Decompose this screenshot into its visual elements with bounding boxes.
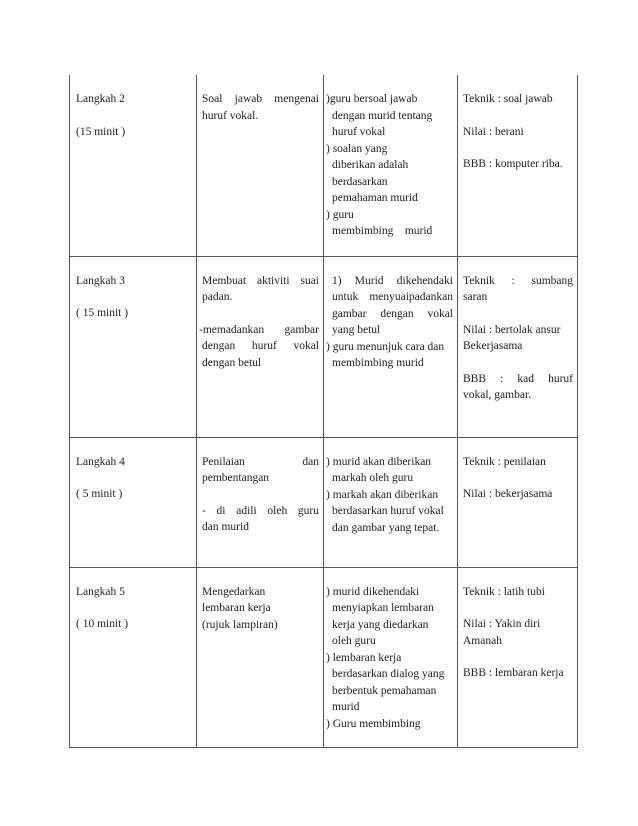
notes-line: Nilai : bekerjasama — [463, 488, 553, 500]
content-cell — [324, 75, 458, 256]
step-label: Langkah 3 — [76, 274, 125, 287]
activity-line: huruf vokal. — [202, 109, 259, 122]
table-row — [70, 437, 578, 567]
step-cell — [70, 75, 197, 256]
notes-line: Nilai : berani — [463, 125, 524, 138]
notes-line: BBB : komputer riba. — [463, 158, 563, 170]
activity-cell — [197, 567, 324, 747]
content-line: ) Guru membimbing — [326, 717, 421, 730]
table-row — [70, 75, 578, 256]
content-line: ) guru — [326, 208, 354, 221]
content-line: yang betul — [332, 324, 381, 336]
notes-cell — [458, 75, 578, 256]
activity-line: - di adili oleh guru — [202, 504, 319, 517]
content-line: dan gambar yang tepat. — [332, 521, 440, 534]
step-duration: ( 15 minit ) — [76, 307, 129, 319]
content-line: ) murid dikehendaki — [326, 585, 420, 598]
content-line: menyiapkan lembaran — [332, 602, 434, 614]
activity-cell — [197, 256, 324, 437]
notes-line: BBB : lembaran kerja — [463, 667, 564, 679]
content-line: murid — [332, 701, 360, 713]
notes-cell — [458, 437, 578, 567]
notes-line: Teknik : sumbang — [463, 274, 573, 287]
step-duration: ( 10 minit ) — [76, 618, 129, 630]
notes-line: Bekerjasama — [463, 340, 523, 352]
step-label: Langkah 4 — [76, 455, 125, 468]
content-line: berdasarkan — [332, 175, 388, 188]
table-row — [70, 256, 578, 437]
content-line: berbentuk pemahaman — [332, 684, 437, 697]
content-line: kerja yang diedarkan — [332, 618, 429, 631]
content-line: markah oleh guru — [332, 472, 414, 484]
content-line: huruf vokal — [332, 126, 386, 138]
activity-cell — [197, 75, 324, 256]
activity-line: pembentangan — [202, 472, 270, 484]
content-line: ) lembaran kerja — [326, 651, 402, 664]
content-line: 1) Murid dikehendaki — [332, 274, 453, 287]
step-cell — [70, 256, 197, 437]
notes-line: BBB : kad huruf — [463, 372, 573, 385]
activity-line: Mengedarkan — [202, 585, 266, 598]
notes-line: Nilai : Yakin diri — [463, 618, 541, 630]
content-cell — [324, 567, 458, 747]
notes-cell — [458, 567, 578, 747]
notes-line: saran — [463, 291, 488, 303]
table-row — [70, 567, 578, 747]
content-line: pemahaman murid — [332, 192, 418, 204]
content-line: membimbing murid — [332, 225, 433, 237]
step-label: Langkah 2 — [76, 93, 125, 105]
content-line: berdasarkan huruf vokal — [332, 505, 444, 517]
content-cell — [324, 256, 458, 437]
content-line: oleh guru — [332, 635, 376, 647]
content-line: membimbing murid — [332, 357, 424, 369]
activity-line: Membuat aktiviti suai — [202, 274, 319, 287]
activity-cell — [197, 437, 324, 567]
notes-line: Nilai : bertolak ansur — [463, 323, 561, 336]
activity-line: Soal jawab mengenai — [202, 93, 319, 105]
activity-line: padan. — [202, 291, 233, 303]
content-line: dengan murid tentang — [332, 109, 433, 122]
activity-line: dan murid — [202, 521, 249, 533]
notes-line: Teknik : latih tubi — [463, 585, 545, 598]
step-duration: ( 5 minit ) — [76, 488, 123, 500]
content-cell — [324, 437, 458, 567]
notes-line: Teknik : soal jawab — [463, 93, 553, 105]
content-line: ) soalan yang — [326, 142, 388, 155]
activity-line: dengan huruf vokal — [202, 340, 319, 352]
notes-cell — [458, 256, 578, 437]
notes-line: Amanah — [463, 634, 502, 647]
content-line: ) guru menunjuk cara dan — [326, 340, 445, 353]
lesson-plan-table — [69, 75, 578, 748]
content-line: gambar dengan vokal — [332, 307, 453, 320]
step-label: Langkah 5 — [76, 585, 125, 598]
step-cell — [70, 567, 197, 747]
notes-line: Teknik : penilaian — [463, 455, 546, 468]
activity-line: -memadankan gambar — [199, 323, 319, 336]
content-line: diberikan adalah — [332, 159, 409, 171]
content-line: untuk menyuaipadankan — [332, 291, 453, 303]
step-cell — [70, 437, 197, 567]
step-duration: (15 minit ) — [76, 125, 126, 138]
activity-line: (rujuk lampiran) — [202, 618, 278, 631]
content-line: )guru bersoal jawab — [326, 93, 418, 105]
activity-line: Penilaian dan — [202, 455, 319, 468]
content-line: berdasarkan dialog yang — [332, 668, 445, 680]
content-line: ) murid akan diberikan — [326, 455, 432, 468]
notes-line: vokal, gambar. — [463, 389, 532, 401]
activity-line: dengan betul — [202, 356, 262, 369]
activity-line: lembaran kerja — [202, 602, 271, 614]
content-line: ) markah akan diberikan — [326, 488, 439, 501]
